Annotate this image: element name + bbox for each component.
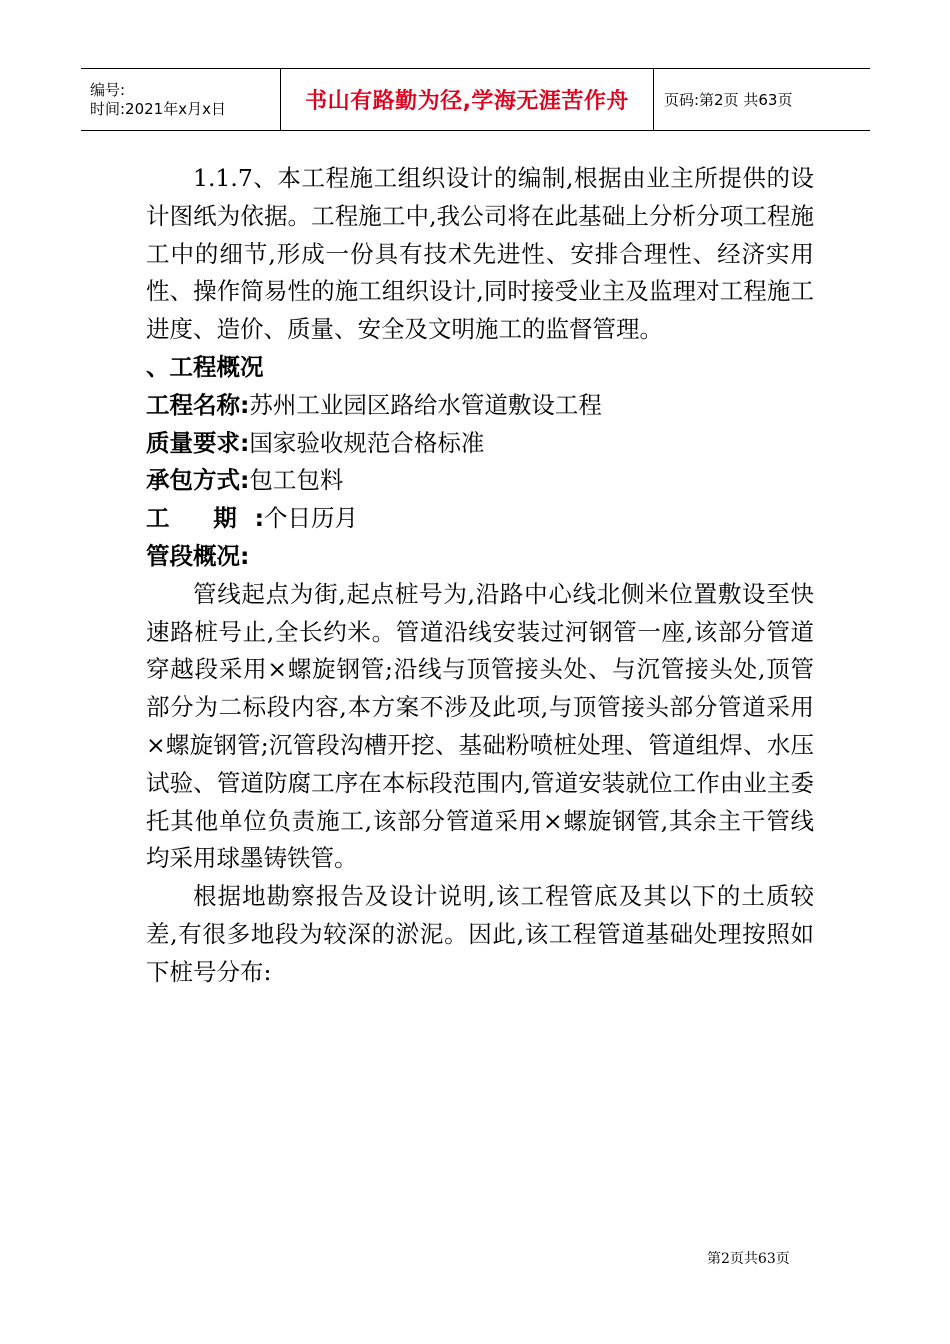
pipe-heading: 管段概况: bbox=[146, 541, 250, 570]
field-project-name bbox=[146, 387, 814, 425]
field-label: 质量要求: bbox=[146, 428, 250, 457]
field-label-part: 期: bbox=[213, 504, 264, 533]
field-label: 工程名称: bbox=[146, 390, 250, 419]
field-value: 苏州工业园区路给水管道敷设工程 bbox=[249, 390, 602, 419]
paragraph-intro: 1.1.7、本工程施工组织设计的编制,根据由业主所提供的设计图纸为依据。工程施工中,我公司将在此基础上分析分项工程施工中的细节,形成一份具有技术先进性、安排合理性、经济实用性、操作简易性的施工组织设计,同时接受业主及监理对工程施工进度、造价、质量、安全及文明施工的监督管理。 bbox=[146, 164, 814, 344]
header-motto: 书山有路勤为径,学海无涯苦作舟 bbox=[281, 69, 654, 130]
header-page-info: 页码:第2页 共63页 bbox=[664, 91, 793, 109]
section-heading: 、工程概况 bbox=[146, 352, 264, 381]
field-quality bbox=[146, 425, 814, 463]
header-number-label: 编号: bbox=[90, 80, 126, 99]
field-contract bbox=[146, 462, 814, 500]
page-header bbox=[81, 68, 870, 131]
header-meta bbox=[81, 69, 281, 130]
paragraph-pipe: 管线起点为街,起点桩号为,沿路中心线北侧米位置敷设至快速路桩号止,全长约米。管道沿线安装过河钢管一座,该部分管道穿越段采用×螺旋钢管;沿线与顶管接头处、与沉管接头处,顶管部分为二标段内容,本方案不涉及此项,与顶管接头部分管道采用×螺旋钢管;沉管段沟槽开挖、基础粉喷桩处理、管道组焊、水压试验、管道防腐工序在本标段范围内,管道安装就位工作由业主委托其他单位负责施工,该部分管道采用×螺旋钢管,其余主干管线均采用球墨铸铁管。 bbox=[146, 579, 814, 873]
field-value: 国家验收规范合格标准 bbox=[249, 428, 485, 457]
field-label: 承包方式: bbox=[146, 466, 250, 495]
page-footer: 第2页共63页 bbox=[707, 1251, 790, 1267]
field-value: 个日历月 bbox=[264, 504, 358, 533]
header-time-label: 时间:2021年x月x日 bbox=[90, 99, 226, 118]
field-label-part: 工 bbox=[146, 504, 188, 533]
field-duration bbox=[146, 500, 814, 538]
document-body bbox=[146, 160, 814, 992]
paragraph-soil: 根据地勘察报告及设计说明,该工程管底及其以下的土质较差,有很多地段为较深的淤泥。因此,该工程管道基础处理按照如下桩号分布: bbox=[146, 882, 814, 986]
field-value: 包工包料 bbox=[249, 466, 344, 495]
field-label-spread bbox=[146, 500, 264, 538]
